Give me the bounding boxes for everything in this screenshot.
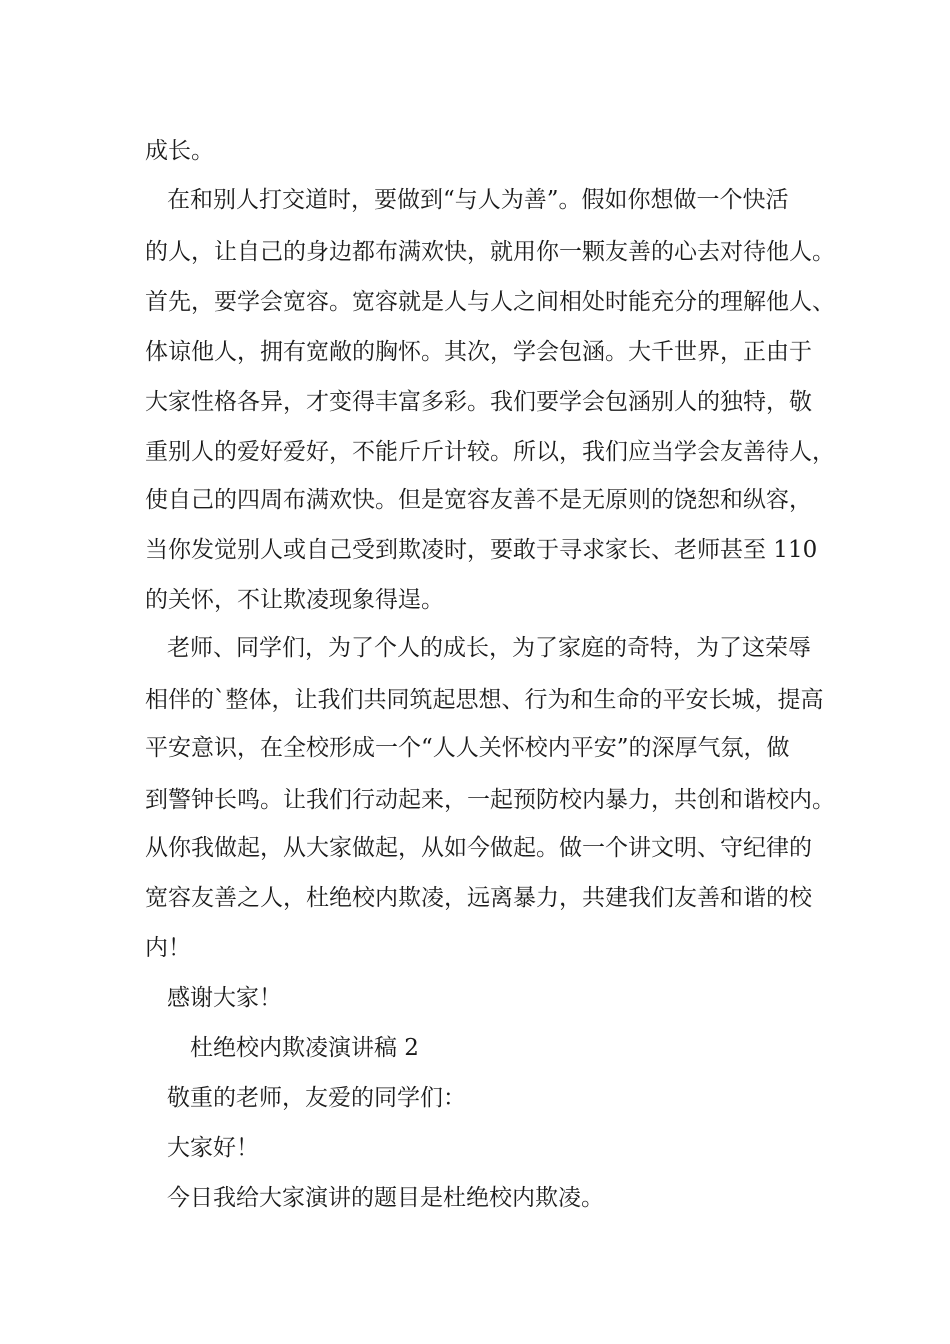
text-line: 宽容友善之人，杜绝校内欺凌，远离暴力，共建我们友善和谐的校 bbox=[145, 885, 812, 911]
text-line: 平安意识，在全校形成一个“人人关怀校内平安”的深厚气氛，做 bbox=[145, 735, 790, 761]
closing-line: 感谢大家！ bbox=[167, 985, 282, 1011]
text-line: 从你我做起，从大家做起，从如今做起。做一个讲文明、守纪律的 bbox=[145, 835, 812, 861]
salutation: 敬重的老师，友爱的同学们： bbox=[167, 1085, 466, 1111]
text-line: 的关怀，不让欺凌现象得逞。 bbox=[145, 587, 444, 613]
text-line: 首先，要学会宽容。宽容就是人与人之间相处时能充分的理解他人、 bbox=[145, 289, 835, 315]
text-line: 体谅他人，拥有宽敞的胸怀。其次，学会包涵。大千世界，正由于 bbox=[145, 339, 812, 365]
section-title: 杜绝校内欺凌演讲稿 2 bbox=[190, 1035, 419, 1061]
paragraph-start: 在和别人打交道时，要做到“与人为善”。假如你想做一个快活 bbox=[167, 187, 789, 213]
text-line: 重别人的爱好爱好，不能斤斤计较。所以，我们应当学会友善待人， bbox=[145, 439, 835, 465]
text-line: 相伴的`整体，让我们共同筑起思想、行为和生命的平安长城，提高 bbox=[145, 687, 824, 713]
text-line: 的人，让自己的身边都布满欢快，就用你一颗友善的心去对待他人。 bbox=[145, 239, 835, 265]
paragraph-start: 老师、同学们，为了个人的成长，为了家庭的奇特，为了这荣辱 bbox=[167, 635, 811, 661]
greeting: 大家好！ bbox=[167, 1135, 259, 1161]
text-line: 内！ bbox=[145, 935, 191, 961]
text-line: 成长。 bbox=[145, 138, 214, 164]
text-line: 使自己的四周布满欢快。但是宽容友善不是无原则的饶恕和纵容， bbox=[145, 487, 812, 513]
text-line: 大家性格各异，才变得丰富多彩。我们要学会包涵别人的独特，敬 bbox=[145, 389, 812, 415]
text-line: 当你发觉别人或自己受到欺凌时，要敢于寻求家长、老师甚至 110 bbox=[145, 537, 818, 563]
paragraph-start: 今日我给大家演讲的题目是杜绝校内欺凌。 bbox=[167, 1185, 604, 1211]
text-line: 到警钟长鸣。让我们行动起来，一起预防校内暴力，共创和谐校内。 bbox=[145, 787, 835, 813]
